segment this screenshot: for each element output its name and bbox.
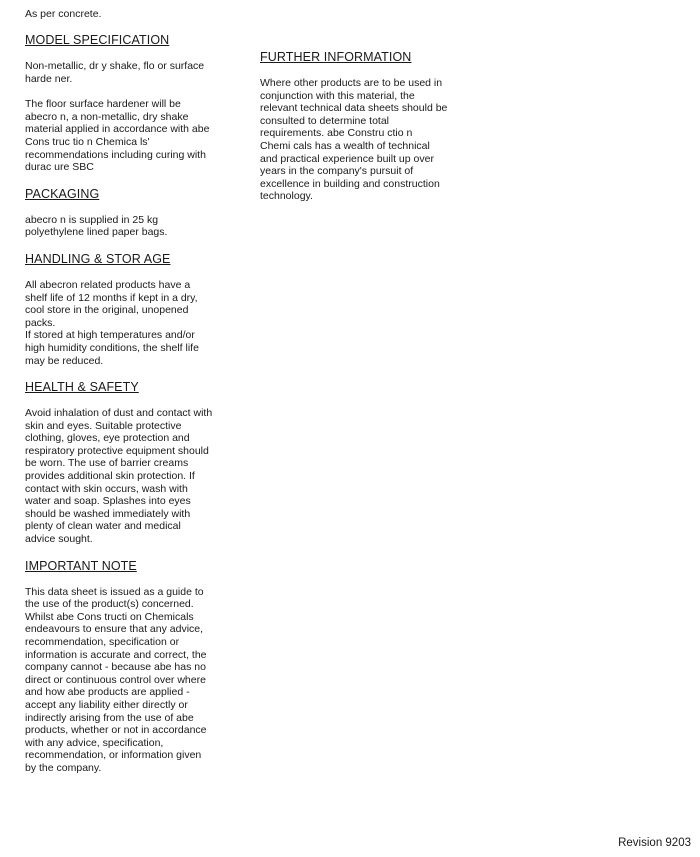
section-paragraph: This data sheet is issued as a guide to the use of the product(s) concerned. Whilst abe Cons tructi on Chemicals endeavours to ensure that any advice, recommendation, specification or information is accurate and correct, the company cannot - because abe has no direct or continuous control over where and how abe products are applied - accept any liability either directly or indirectly arising from the use of abe products, whether or not in accordance with any advice, specification, recommendation, or information given by the company.: [25, 585, 207, 774]
right-column: [260, 50, 460, 216]
section-paragraph: All abecron related products have a shelf life of 12 months if kept in a dry, cool store in the original, unopened packs. If stored at high temperatures and/or high humidity conditions, the shelf life may be reduced.: [25, 278, 199, 367]
section-heading: HANDLING & STOR AGE: [25, 251, 171, 266]
section-paragraph: Where other products are to be used in conjunction with this material, the relevant technical data sheets should be consulted to determine total requirements. abe Constru ctio n Chemi cals has a wealth of technical and practical experience built up over years in the company's pursuit of excellence in building and construction technology.: [260, 77, 448, 203]
section-heading: PACKAGING: [25, 186, 100, 201]
section-further-information: [260, 50, 460, 203]
revision-label: Revision 9203: [618, 837, 691, 849]
section-handling-storage: [25, 252, 230, 367]
section-paragraph: abecro n is supplied in 25 kg polyethylene lined paper bags.: [25, 213, 168, 239]
intro-text: As per concrete.: [25, 8, 102, 20]
section-packaging: [25, 187, 230, 239]
section-heading: MODEL SPECIFICATION: [25, 33, 170, 47]
section-health-safety: [25, 380, 230, 546]
section-important-note: [25, 559, 230, 775]
section-paragraph: Avoid inhalation of dust and contact with skin and eyes. Suitable protective clothing, gloves, eye protection and respiratory protective equipment should be worn. The use of barrier creams provides additional skin protection. If contact with skin occurs, wash with water and soap. Splashes into eyes should be washed immediately with plenty of clean water and medical advice sought.: [25, 407, 213, 546]
section-heading: HEALTH & SAFETY: [25, 380, 139, 395]
section-paragraph: Non-metallic, dr y shake, flo or surface harde ner.: [25, 60, 205, 85]
section-heading: IMPORTANT NOTE: [25, 558, 137, 573]
section-heading: FURTHER INFORMATION: [260, 50, 412, 64]
left-column: [25, 8, 230, 788]
section-paragraph: The floor surface hardener will be abecro n, a non-metallic, dry shake material applied in accordance with abe Cons truc tio n Chemica ls' recommendations including curing with durac ure SBC: [25, 98, 210, 174]
section-model-specification: [25, 33, 230, 174]
